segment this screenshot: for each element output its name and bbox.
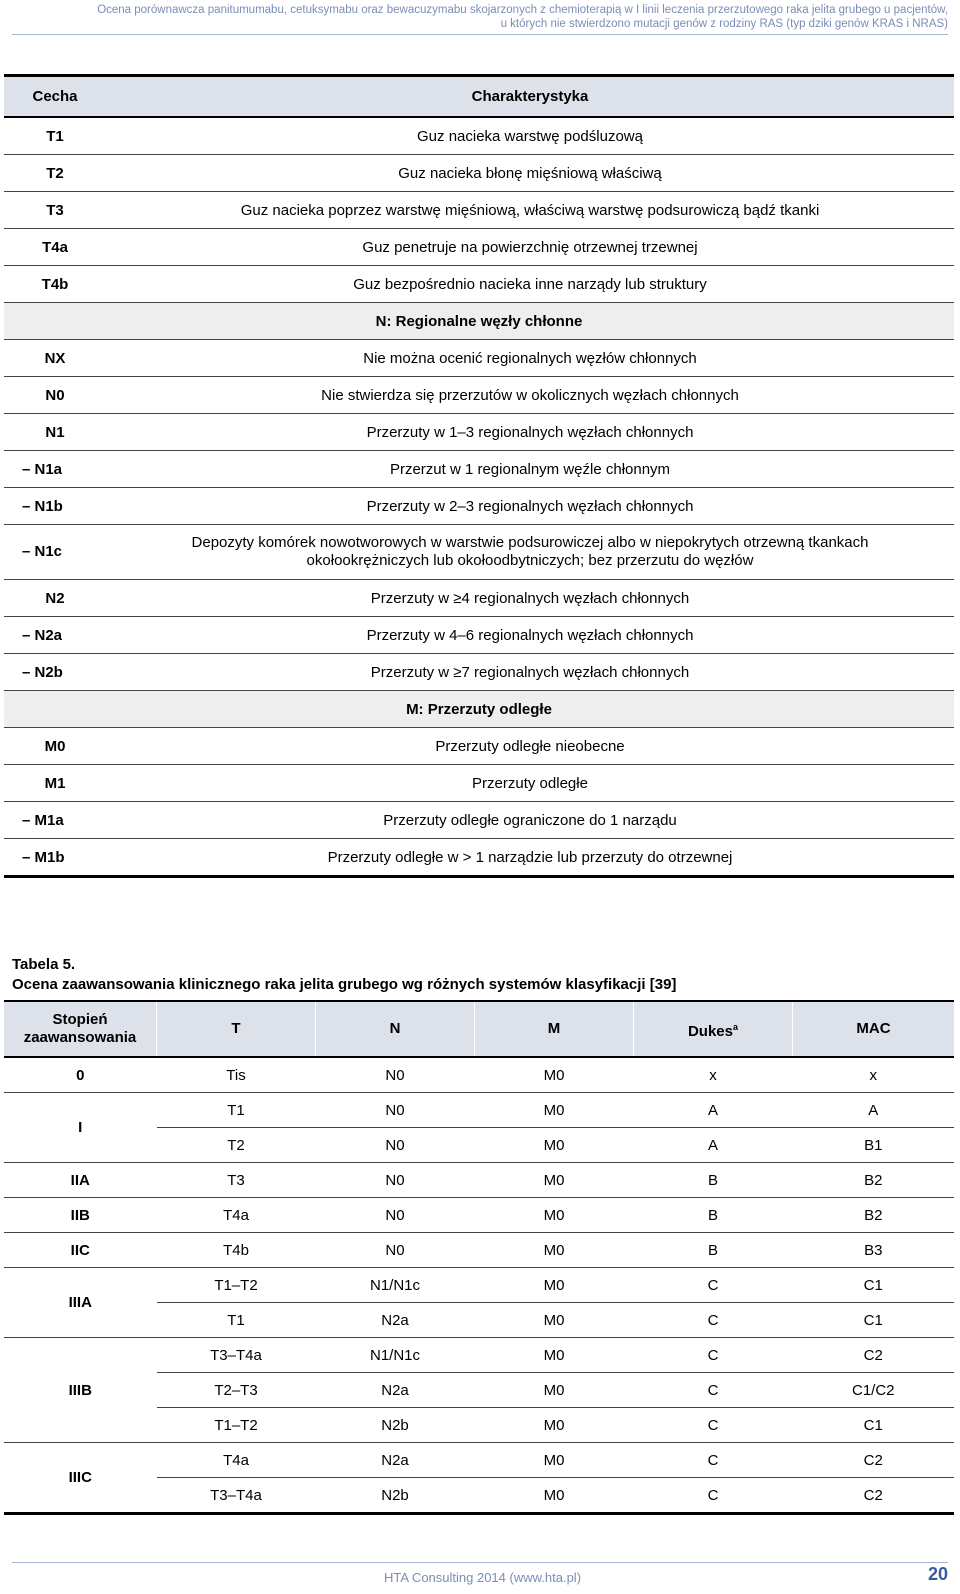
t-cell: Tis [157,1057,316,1093]
mac-cell: C2 [863,1486,883,1504]
feature-description: Guz nacieka błonę mięśniową właściwą [106,155,954,192]
feature-code: – M1b [22,848,65,866]
t-cell: T4a [157,1443,316,1478]
n-cell: N2a [316,1373,475,1408]
m-cell: M0 [475,1128,634,1163]
footer-divider [12,1562,948,1563]
t-cell: T1–T2 [157,1268,316,1303]
tnm-table-body [4,117,954,877]
tnm-classification-table [4,74,954,878]
table-row [4,1057,954,1093]
t-cell: T2 [157,1128,316,1163]
n-cell: N0 [316,1233,475,1268]
column-header-characteristic: Charakterystyka [106,76,954,118]
dukes-cell: C [634,1268,793,1303]
table-row [4,1268,954,1303]
table-caption-title: Ocena zaawansowania klinicznego raka jelita grubego wg różnych systemów klasyfikacji [39] [12,976,677,993]
stage-cell: IIIA [4,1268,157,1338]
feature-code: N1 [4,414,106,451]
footer-text: HTA Consulting 2014 (www.hta.pl) [384,1570,582,1585]
staging-header-row [4,1001,954,1057]
table-row [4,229,954,266]
section-heading: M: Przerzuty odległe [4,691,954,728]
n-cell: N0 [316,1057,475,1093]
m-cell: M0 [475,1443,634,1478]
stage-cell: IIIB [4,1338,157,1443]
stage-cell: IIA [4,1163,157,1198]
t-cell: T3–T4a [210,1486,262,1504]
feature-code: T4b [4,266,106,303]
column-header-m: M [475,1001,634,1057]
mac-cell: C2 [793,1443,955,1478]
m-cell: M0 [475,1408,634,1443]
dukes-cell: B [634,1233,793,1268]
feature-code: – N1a [4,451,106,488]
column-header-stage: Stopień zaawansowania [4,1001,157,1057]
running-header-line-1: Ocena porównawcza panitumumabu, cetuksymabu oraz bewacuzymabu skojarzonych z chemioterapią w I linii leczenia przerzutowego raka jelita grubego u pacjentów, [97,4,948,16]
n-cell: N0 [316,1093,475,1128]
feature-description: Przerzuty odległe [106,765,954,802]
table-row [4,117,954,155]
feature-description: Nie można ocenić regionalnych węzłów chłonnych [106,340,954,377]
dukes-cell: B [634,1163,793,1198]
feature-code: N2 [4,580,106,617]
feature-description: Guz bezpośrednio nacieka inne narządy lub struktury [106,266,954,303]
stage-cell: I [4,1093,157,1163]
tnm-header-row [4,76,954,118]
mac-cell: C2 [793,1338,955,1373]
mac-cell: B3 [793,1233,955,1268]
t-cell: T1 [157,1093,316,1128]
section-row [4,303,954,340]
mac-cell: A [793,1093,955,1128]
m-cell: M0 [543,1486,565,1504]
dukes-cell: C [634,1443,793,1478]
table-row [4,377,954,414]
feature-code: T1 [4,117,106,155]
feature-description: Przerzuty w 2–3 regionalnych węzłach chłonnych [106,488,954,525]
feature-code: NX [4,340,106,377]
feature-description: Przerzuty w 1–3 regionalnych węzłach chłonnych [106,414,954,451]
table-caption-label: Tabela 5. [12,956,76,973]
m-cell: M0 [475,1233,634,1268]
table-row [4,1163,954,1198]
mac-cell: x [793,1057,955,1093]
t-cell: T2–T3 [157,1373,316,1408]
staging-table-body [4,1057,954,1514]
dukes-cell: C [634,1373,793,1408]
table-row [4,1198,954,1233]
table-row [4,654,954,691]
feature-description: Guz penetruje na powierzchnię otrzewnej trzewnej [106,229,954,266]
stage-cell: 0 [4,1057,157,1093]
n-cell: N2a [316,1303,475,1338]
feature-code: M0 [4,728,106,765]
feature-code: M1 [4,765,106,802]
mac-cell: B2 [793,1163,955,1198]
dukes-cell: C [707,1486,719,1504]
column-header-mac: MAC [793,1001,955,1057]
feature-description: Guz nacieka warstwę podśluzową [106,117,954,155]
dukes-cell: C [634,1338,793,1373]
m-cell: M0 [475,1198,634,1233]
dukes-cell: A [634,1093,793,1128]
m-cell: M0 [475,1303,634,1338]
feature-description: Przerzuty odległe w > 1 narządzie lub przerzuty do otrzewnej [327,848,733,866]
table-row [4,580,954,617]
feature-description: Przerzuty w ≥7 regionalnych węzłach chłonnych [106,654,954,691]
m-cell: M0 [475,1163,634,1198]
feature-code: – N2a [4,617,106,654]
n-cell: N2a [316,1443,475,1478]
dukes-label: Dukes [687,1022,733,1040]
t-cell: T1–T2 [157,1408,316,1443]
header-divider [12,34,948,35]
dukes-cell: C [634,1408,793,1443]
column-header-n: N [316,1001,475,1057]
m-cell: M0 [475,1338,634,1373]
feature-code: – N1c [4,525,106,580]
feature-description: Przerzuty w ≥4 regionalnych węzłach chłonnych [106,580,954,617]
column-header-dukes [634,1001,793,1057]
mac-cell: C1 [793,1303,955,1338]
m-cell: M0 [475,1057,634,1093]
table-row [4,1443,954,1478]
t-cell: T3 [157,1163,316,1198]
table-row [4,488,954,525]
feature-description: Przerzuty w 4–6 regionalnych węzłach chłonnych [106,617,954,654]
table-row [4,765,954,802]
n-cell: N2b [316,1408,475,1443]
feature-description: Przerzut w 1 regionalnym węźle chłonnym [106,451,954,488]
n-cell: N0 [316,1198,475,1233]
table-row [4,1233,954,1268]
mac-cell: C1 [793,1408,955,1443]
feature-description: Depozyty komórek nowotworowych w warstwie podsurowiczej albo w niepokrytych otrzewną tkankach okołookrężniczych lub okołoodbytniczych; bez przerzutu do węzłów [106,525,954,580]
m-cell: M0 [475,1373,634,1408]
section-row [4,691,954,728]
mac-cell: B2 [793,1198,955,1233]
table-row [4,1093,954,1128]
mac-cell: C1 [793,1268,955,1303]
feature-description: Nie stwierdza się przerzutów w okolicznych węzłach chłonnych [106,377,954,414]
staging-table [4,1000,954,1515]
feature-code: – N1b [4,488,106,525]
n-cell: N2b [381,1486,409,1504]
feature-code: T4a [4,229,106,266]
feature-description: Przerzuty odległe ograniczone do 1 narządu [106,802,954,839]
feature-description: Guz nacieka poprzez warstwę mięśniową, właściwą warstwę podsurowiczą bądź tkanki [106,192,954,229]
feature-code: – N2b [4,654,106,691]
running-header-line-2: u których nie stwierdzono mutacji genów z rodziny RAS (typ dziki genów KRAS i NRAS) [500,18,948,30]
stage-cell: IIIC [4,1443,157,1514]
dukes-cell: A [634,1128,793,1163]
table-caption [12,955,952,995]
dukes-cell: C [634,1303,793,1338]
table-row [4,340,954,377]
table-row [4,525,954,580]
dukes-cell: B [634,1198,793,1233]
running-header [18,3,948,31]
dukes-cell: x [634,1057,793,1093]
table-row [4,414,954,451]
feature-code: T2 [4,155,106,192]
page-number: 20 [927,1564,948,1584]
stage-cell: IIB [4,1198,157,1233]
stage-cell: IIC [4,1233,157,1268]
dukes-footnote-marker: a [733,1021,739,1032]
feature-code: T3 [4,192,106,229]
t-cell: T4a [157,1198,316,1233]
table-row [4,266,954,303]
feature-description: Przerzuty odległe nieobecne [106,728,954,765]
n-cell: N0 [316,1128,475,1163]
table-row [4,617,954,654]
n-cell: N1/N1c [316,1338,475,1373]
t-cell: T4b [157,1233,316,1268]
section-heading: N: Regionalne węzły chłonne [4,303,954,340]
m-cell: M0 [475,1268,634,1303]
table-row [4,1338,954,1373]
table-row [4,155,954,192]
m-cell: M0 [475,1093,634,1128]
table-row [4,802,954,839]
column-header-feature: Cecha [4,76,106,118]
table-row [4,451,954,488]
t-cell: T3–T4a [157,1338,316,1373]
mac-cell: C1/C2 [793,1373,955,1408]
mac-cell: B1 [793,1128,955,1163]
feature-code: N0 [4,377,106,414]
table-row [4,728,954,765]
feature-code: – M1a [4,802,106,839]
column-header-t: T [157,1001,316,1057]
table-row [4,192,954,229]
n-cell: N1/N1c [316,1268,475,1303]
n-cell: N0 [316,1163,475,1198]
t-cell: T1 [157,1303,316,1338]
table-row [4,839,954,877]
